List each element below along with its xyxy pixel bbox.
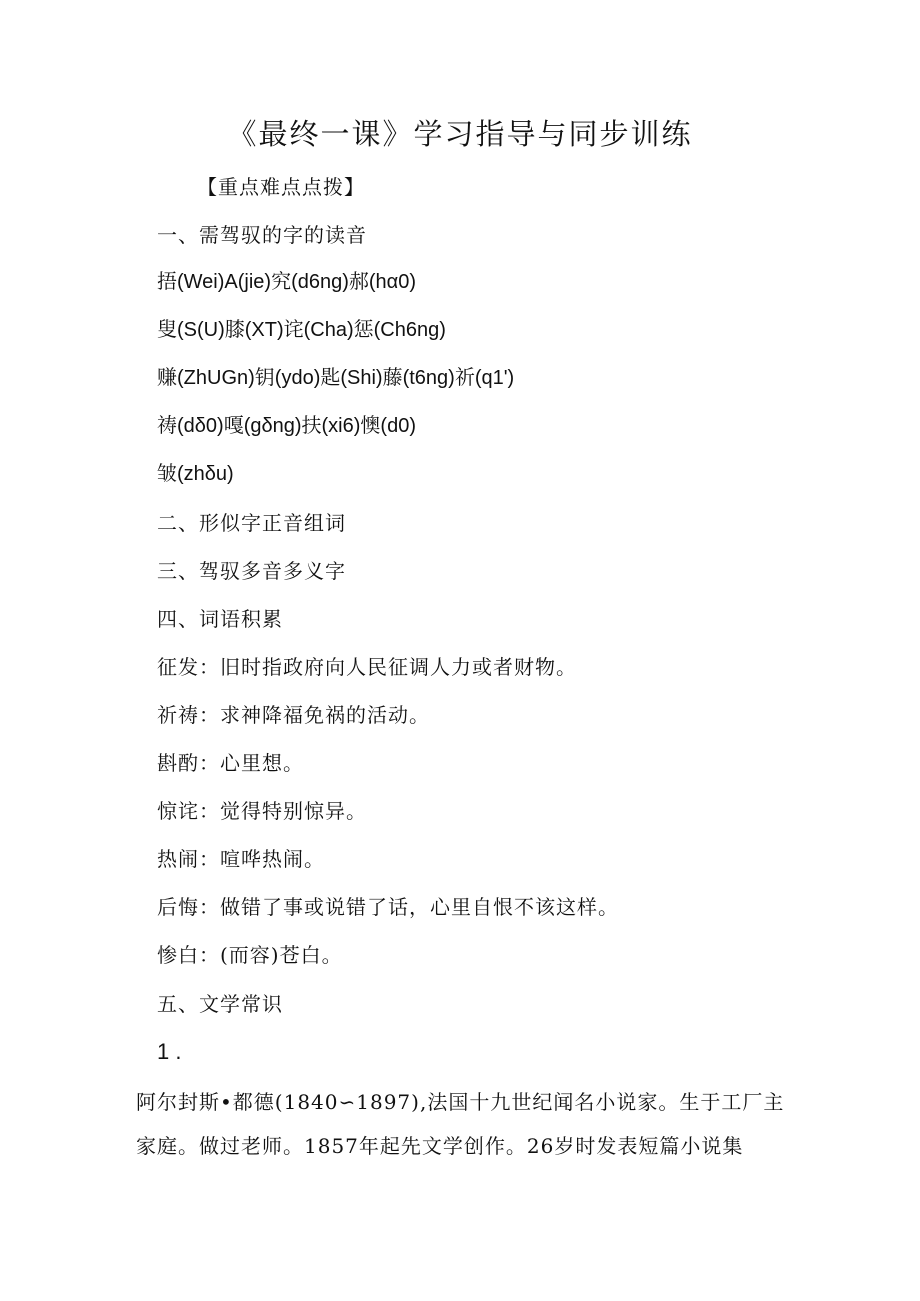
section-heading-similar-chars: 二、形似字正音组词 (157, 511, 346, 535)
vocabulary-entry: 祈祷：求神降福免祸的活动。 (157, 703, 430, 727)
item-number: 1 . (157, 1039, 182, 1064)
section-heading-vocabulary: 四、词语积累 (157, 607, 283, 631)
vocabulary-entry: 惨白：(而容)苍白。 (157, 943, 343, 967)
vocabulary-entry: 惊诧：觉得特别惊异。 (157, 799, 367, 823)
author-paragraph: 阿尔封斯•都德(1840∽1897),法国十九世纪闻名小说家。生于工厂主家庭。做过老师。1857年起先文学创作。26岁时发表短篇小说集 (136, 1090, 785, 1158)
document-title: 《最终一课》学习指导与同步训练 (227, 117, 693, 151)
vocabulary-entry: 热闹：喧哗热闹。 (157, 847, 325, 871)
pronunciation-line: 捂(Wei)A(jie)究(d6ng)郝(hα0) (157, 271, 417, 293)
pronunciation-line: 祷(dδ0)嘎(gδng)扶(xi6)懊(d0) (157, 415, 416, 437)
section-heading-pronunciation: 一、需驾驭的字的读音 (157, 223, 367, 247)
vocabulary-entry: 斟酌：心里想。 (157, 751, 304, 775)
pronunciation-line: 皱(zhδu) (157, 463, 234, 485)
section-heading-literature: 五、文学常识 (157, 992, 283, 1016)
pronunciation-line: 赚(ZhUGn)钥(ydo)匙(Shi)藤(t6ng)祈(q1') (157, 367, 515, 389)
pronunciation-line: 叟(S(U)膝(XT)诧(Cha)惩(Ch6ng) (157, 319, 446, 341)
vocabulary-entry: 后悔：做错了事或说错了话，心里自恨不该这样。 (157, 895, 619, 919)
section-heading-polyphonic: 三、驾驭多音多义字 (157, 559, 346, 583)
key-points-heading: 【重点难点点拨】 (197, 175, 365, 199)
vocabulary-entry: 征发：旧时指政府向人民征调人力或者财物。 (157, 655, 577, 679)
